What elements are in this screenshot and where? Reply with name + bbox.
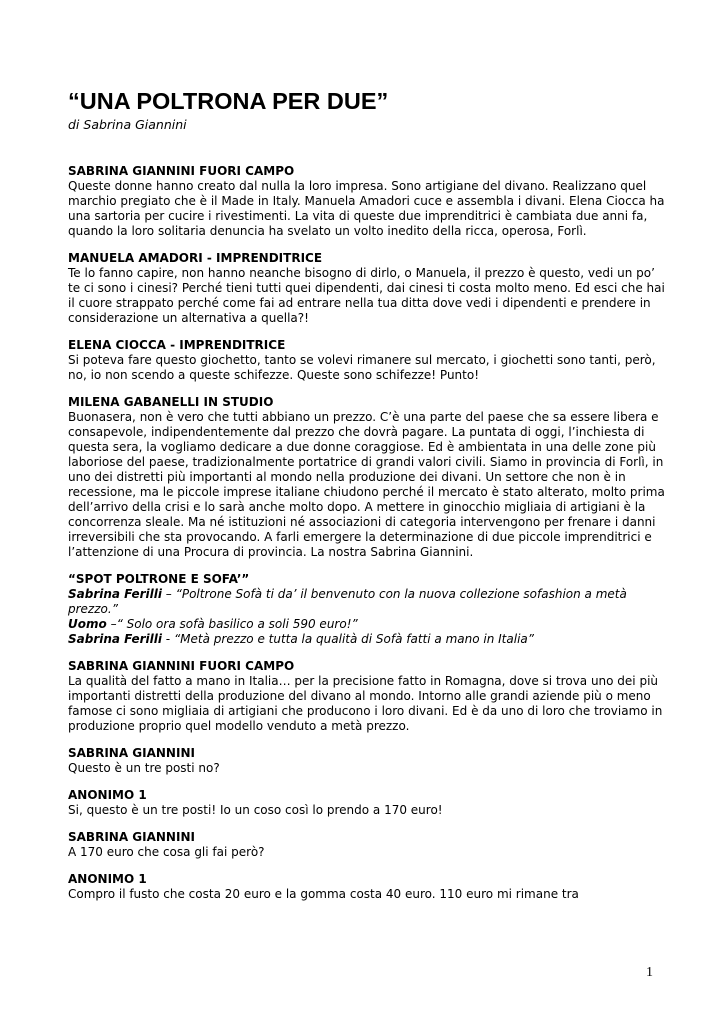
spot-line-separator: – [106,617,117,631]
transcript-block [68,659,668,734]
speaker-label: ANONIMO 1 [68,872,147,886]
document-page [68,86,668,914]
speaker-label: SABRINA GIANNINI [68,830,195,844]
speech-text: Si poteva fare questo giochetto, tanto se volevi rimanere sul mercato, i giochetti sono tanti, però, no, io non scendo a queste schifezze. Queste sono schifezze! Punto! [68,353,656,382]
spot-block [68,572,668,647]
transcript-block [68,746,668,776]
spot-line-separator: – [161,587,176,601]
speech-text: Compro il fusto che costa 20 euro e la gomma costa 40 euro. 110 euro mi rimane tra [68,887,579,901]
spot-heading: “SPOT POLTRONE E SOFA’” [68,572,250,586]
transcript-block [68,830,668,860]
document-author: di Sabrina Giannini [68,117,187,132]
spot-line-quote: “ Solo ora sofà basilico a soli 590 euro!” [116,617,358,631]
transcript-block [68,395,668,560]
spot-line [68,617,668,632]
transcript-block [68,338,668,383]
page-number: 1 [646,965,653,980]
document-title: “UNA POLTRONA PER DUE” [68,88,389,114]
spot-line-quote: “Poltrone Sofà ti da’ il benvenuto con la nuova collezione sofashion a metà prezzo.” [68,587,627,616]
speaker-label: ELENA CIOCCA - IMPRENDITRICE [68,338,286,352]
spot-line-speaker: Uomo [68,617,107,631]
speaker-label: MILENA GABANELLI IN STUDIO [68,395,274,409]
speech-text: A 170 euro che cosa gli fai però? [68,845,265,859]
spot-line [68,632,668,647]
speech-text: Te lo fanno capire, non hanno neanche bisogno di dirlo, o Manuela, il prezzo è questo, vedi un po’ te ci sono i cinesi? Perché tieni tutti quei dipendenti, dai cinesi ti costa molto meno. Ed esci che hai il cuore strappato perché come fai ad entrare nella tua ditta dove vedi i dipendenti e prendere in considerazione un alternativa a quella?! [68,266,665,325]
spot-line-separator: - [161,632,174,646]
speech-text: Buonasera, non è vero che tutti abbiano un prezzo. C’è una parte del paese che sa essere libera e consapevole, indipendentemente dal prezzo che dovrà pagare. La puntata di oggi, l’inchiesta di questa sera, la vogliamo dedicare a due donne coraggiose. Ed è ambientata in una delle zone più laboriose del paese, tradizionalmente portatrice di grandi valori civili. Siamo in provincia di Forlì, in uno dei distretti più importanti al mondo nella produzione dei divani. Un settore che non è in recessione, ma le piccole imprese italiane chiudono perché il mercato è stato alterato, molto prima dell’arrivo della crisi e lo sarà anche molto dopo. A mettere in ginocchio migliaia di artigiani è la concorrenza sleale. Ma né istituzioni né associazioni di categoria intervengono per frenare i danni irreversibili che sta provocando. A farli emergere la determinazione di due piccole imprenditrici e l’attenzione di una Procura di provincia. La nostra Sabrina Giannini. [68,410,665,559]
speech-text: La qualità del fatto a mano in Italia… per la precisione fatto in Romagna, dove si trova uno dei più importanti distretti della produzione del divano al mondo. Intorno alle grandi aziende più o meno famose ci sono migliaia di artigiani che producono i loro divani. Ed è da uno di loro che troviamo in produzione proprio quel modello venduto a metà prezzo. [68,674,663,733]
transcript-block [68,251,668,326]
transcript-block [68,788,668,818]
speaker-label: ANONIMO 1 [68,788,147,802]
spot-line-speaker: Sabrina Ferilli [68,587,162,601]
spot-line-quote: “Metà prezzo e tutta la qualità di Sofà fatti a mano in Italia” [173,632,534,646]
spot-line [68,587,668,617]
transcript-block [68,872,668,902]
speech-text: Queste donne hanno creato dal nulla la loro impresa. Sono artigiane del divano. Realizzano quel marchio pregiato che è il Made in Italy. Manuela Amadori cuce e assembla i divani. Elena Ciocca ha una sartoria per cucire i rivestimenti. La vita di queste due imprenditrici è cambiata due anni fa, quando la loro solitaria denuncia ha svelato un volto inedito della ricca, operosa, Forlì. [68,179,665,238]
speaker-label: SABRINA GIANNINI [68,746,195,760]
transcript-block [68,164,668,239]
spot-line-speaker: Sabrina Ferilli [68,632,162,646]
speaker-label: SABRINA GIANNINI FUORI CAMPO [68,164,295,178]
speech-text: Si, questo è un tre posti! Io un coso così lo prendo a 170 euro! [68,803,443,817]
speaker-label: MANUELA AMADORI - IMPRENDITRICE [68,251,323,265]
speaker-label: SABRINA GIANNINI FUORI CAMPO [68,659,295,673]
speech-text: Questo è un tre posti no? [68,761,220,775]
